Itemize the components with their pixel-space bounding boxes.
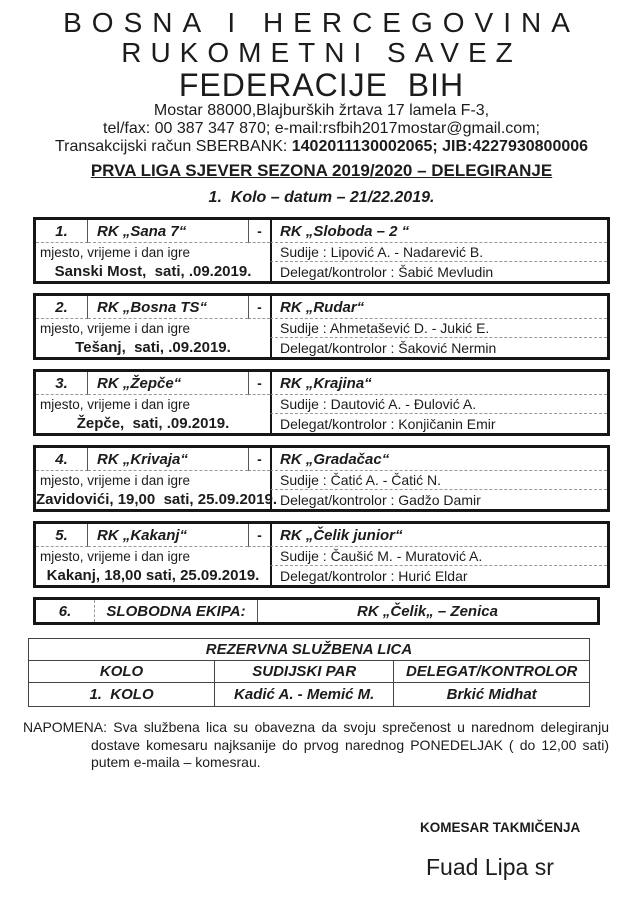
match-number: 5.	[36, 524, 88, 547]
document-header	[0, 8, 643, 207]
referees: Sudije : Dautović A. - Đulović A.	[270, 395, 607, 414]
venue-label: mjesto, vrijeme i dan igre	[40, 397, 191, 412]
venue-label: mjesto, vrijeme i dan igre	[40, 321, 191, 336]
match-block-1	[33, 217, 610, 284]
team-separator: -	[248, 448, 270, 471]
column-header-delegat-kontrolor: DELEGAT/KONTROLOR	[394, 661, 590, 683]
org-name-line3: FEDERACIJE BIH	[178, 67, 465, 103]
match-block-4	[33, 445, 610, 512]
team-separator: -	[248, 296, 270, 319]
column-header-kolo: KOLO	[29, 661, 215, 683]
org-name-line2: RUKOMETNI SAVEZ	[121, 37, 522, 68]
delegate: Delegat/kontrolor : Šaković Nermin	[270, 338, 607, 357]
org-address: Mostar 88000,Blajburških žrtava 17 lamela F-3,	[153, 102, 490, 119]
reserve-header-row	[29, 661, 590, 683]
free-team-row	[33, 597, 600, 625]
match-number: 1.	[36, 220, 88, 243]
match-number: 2.	[36, 296, 88, 319]
venue-label: mjesto, vrijeme i dan igre	[40, 245, 191, 260]
match-block-3	[33, 369, 610, 436]
match-number: 4.	[36, 448, 88, 471]
signature-name: Fuad Lipa sr	[426, 854, 554, 880]
free-team-name: RK „Čelik„ – Zenica	[357, 602, 498, 620]
team-separator: -	[248, 372, 270, 395]
venue-cell	[36, 243, 270, 281]
delegate: Delegat/kontrolor : Gadžo Damir	[270, 490, 607, 509]
home-team: RK „Žepče“	[88, 372, 248, 395]
org-bank-account	[0, 138, 643, 156]
note-paragraph: NAPOMENA: Sva službena lica su obavezna da svoju sprečenost u narednom delegiranju dostave komesaru najksanije do prvog narednog PONEDELJAK ( do 12,00 sati) putem e-maila – komesrau.	[23, 719, 609, 770]
venue-cell	[36, 547, 270, 585]
home-team: RK „Kakanj“	[88, 524, 248, 547]
team-separator: -	[248, 524, 270, 547]
match-number: 3.	[36, 372, 88, 395]
referees: Sudije : Čatić A. - Čatić N.	[270, 471, 607, 490]
home-team: RK „Sana 7“	[88, 220, 248, 243]
venue-label: mjesto, vrijeme i dan igre	[40, 473, 191, 488]
document-title: PRVA LIGA SJEVER SEZONA 2019/2020 – DELEGIRANJE	[90, 161, 553, 180]
home-team: RK „Bosna TS“	[88, 296, 248, 319]
reserve-title-row	[29, 639, 590, 661]
away-team: RK „Čelik junior“	[270, 524, 607, 547]
referees: Sudije : Lipović A. - Nadarević B.	[270, 243, 607, 262]
team-separator: -	[248, 220, 270, 243]
venue-value: Kakanj, 18,00 sati, 25.09.2019.	[46, 567, 260, 584]
signature-role: KOMESAR TAKMIČENJA	[420, 820, 581, 835]
reserve-officials-table	[28, 638, 590, 707]
venue-cell	[36, 471, 277, 509]
venue-value: Zavidovići, 19,00 sati, 25.09.2019.	[36, 491, 277, 508]
venue-label: mjesto, vrijeme i dan igre	[40, 549, 191, 564]
reserve-title: REZERVNA SLUŽBENA LICA	[29, 639, 590, 661]
reserve-data-row	[29, 683, 590, 707]
venue-value: Tešanj, sati, .09.2019.	[75, 339, 231, 356]
bank-account-number: 1402011130002065; JIB:4227930800006	[291, 138, 589, 155]
delegate: Delegat/kontrolor : Šabić Mevludin	[270, 262, 607, 281]
venue-value: Sanski Most, sati, .09.2019.	[54, 263, 252, 280]
org-contact: tel/fax: 00 387 347 870; e-mail:rsfbih2017mostar@gmail.com;	[103, 120, 540, 137]
match-block-2	[33, 293, 610, 360]
away-team: RK „Krajina“	[270, 372, 607, 395]
referees: Sudije : Ahmetašević D. - Jukić E.	[270, 319, 607, 338]
round-date-line: 1. Kolo – datum – 21/22.2019.	[208, 189, 435, 206]
free-team-label: SLOBODNA EKIPA:	[95, 600, 258, 622]
away-team: RK „Gradačac“	[270, 448, 607, 471]
free-team-number: 6.	[36, 600, 95, 622]
delegate: Delegat/kontrolor : Hurić Eldar	[270, 566, 607, 585]
away-team: RK „Rudar“	[270, 296, 607, 319]
away-team: RK „Sloboda – 2 “	[270, 220, 607, 243]
reserve-kolo-value: 1. KOLO	[29, 683, 215, 707]
referees: Sudije : Čaušić M. - Muratović A.	[270, 547, 607, 566]
org-name-line1: BOSNA I HERCEGOVINA	[63, 7, 580, 38]
match-block-5	[33, 521, 610, 588]
home-team: RK „Krivaja“	[88, 448, 248, 471]
venue-cell	[36, 395, 270, 433]
delegate: Delegat/kontrolor : Konjičanin Emir	[270, 414, 607, 433]
column-header-sudijski-par: SUDIJSKI PAR	[215, 661, 394, 683]
bank-account-label: Transakcijski račun SBERBANK:	[54, 138, 292, 155]
venue-value: Žepče, sati, .09.2019.	[76, 415, 230, 432]
reserve-referee-pair-value: Kadić A. - Memić M.	[215, 683, 394, 707]
reserve-delegate-value: Brkić Midhat	[394, 683, 590, 707]
venue-cell	[36, 319, 270, 357]
